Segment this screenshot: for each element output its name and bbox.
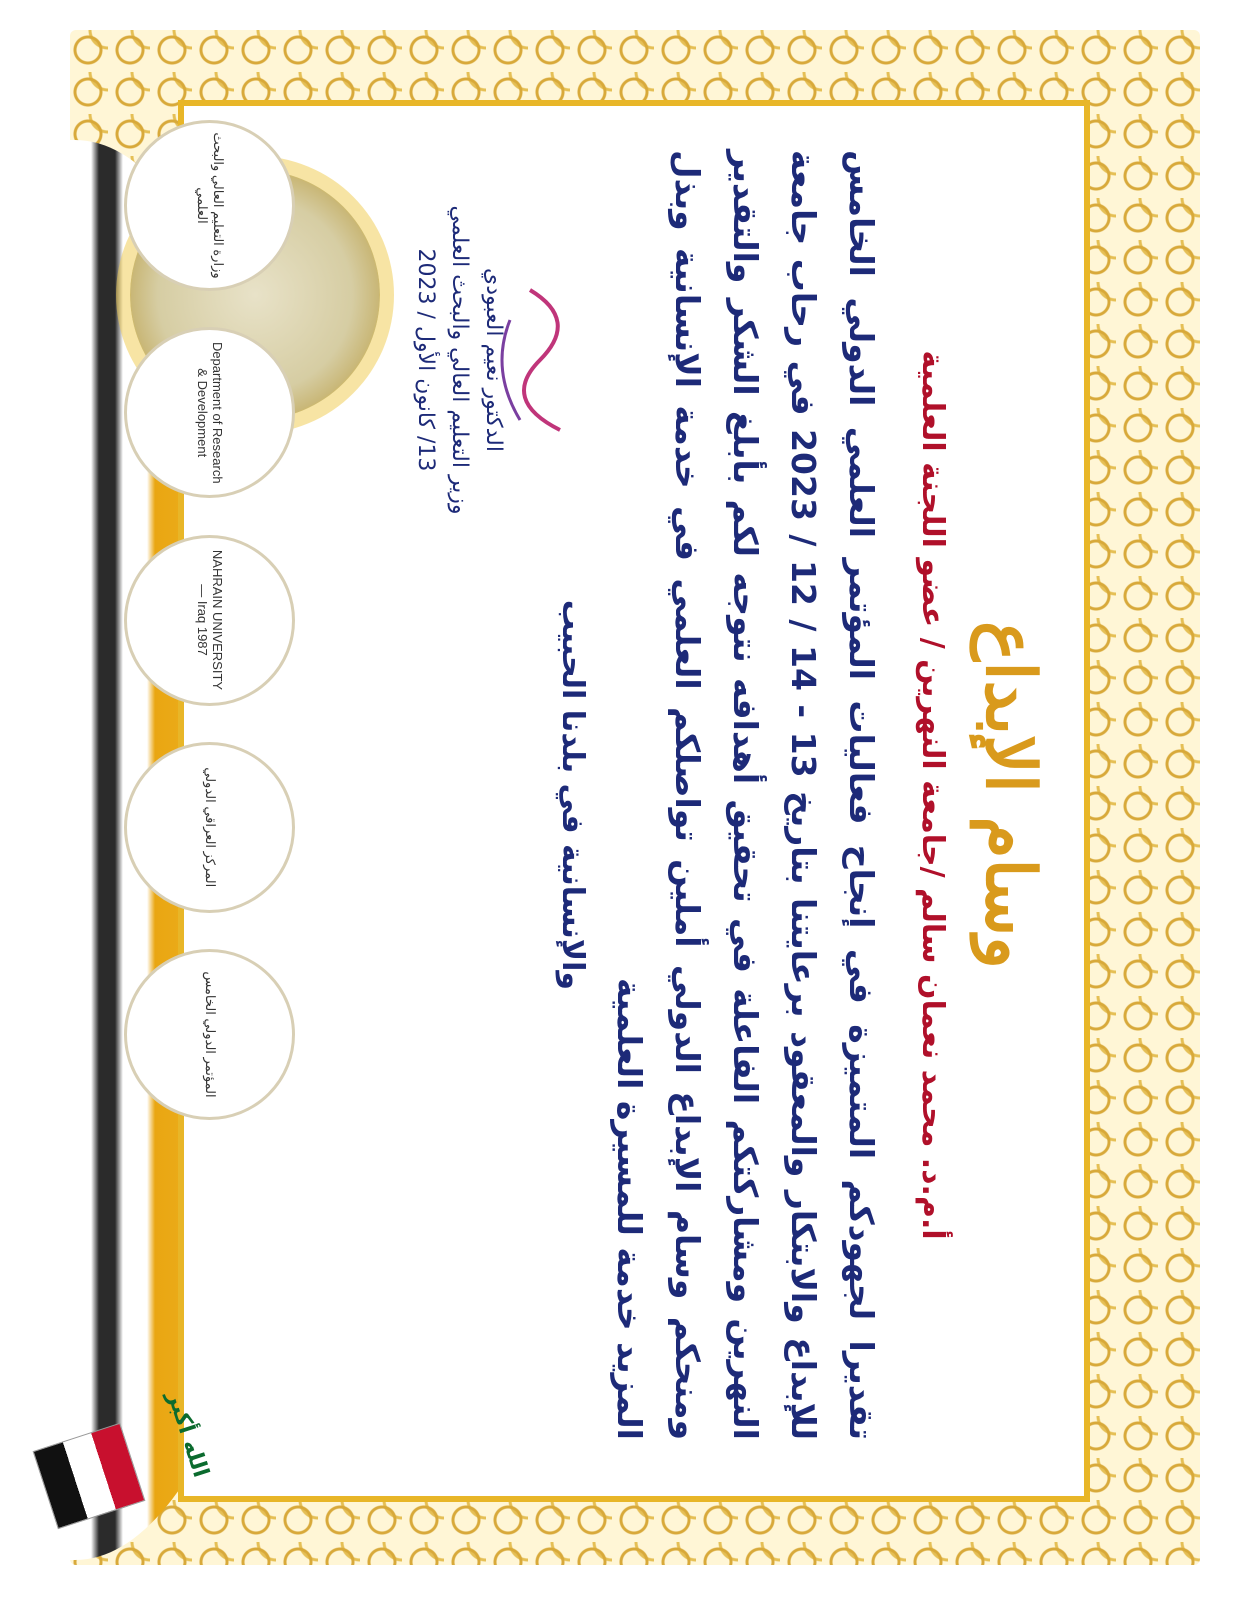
nahrain-university-logo: NAHRAIN UNIVERSITY — Iraq 1987 [125, 535, 296, 706]
ministry-logo: وزارة التعليم العالي والبحث العلمي [125, 120, 296, 291]
logo-row [110, 120, 310, 1120]
research-development-logo: Department of Research & Development [125, 327, 296, 498]
certificate-body-text: تقديرا لجهودكم المتميزة في إنجاح فعاليات المؤتمر العلمي الدولي الخامس للإبداع والابتكار والمعقود برعايتنا بتاريخ 13 - 14 / 12 / 2023 في رحاب جامعة النهرين ومشاركتكم الفاعلة في تحقيق أهدافه نتوجه لكم بأبلغ الشكر والتقدير ومنحكم وسام الإبداع الدولي أملين تواصلكم العلمي في خدمة الإنسانية وبذل المزيد خدمة للمسيرة العلمية [610, 150, 881, 1441]
handwritten-signature [490, 280, 600, 450]
signatory-title: وزير التعليم العالي والبحث العلمي [447, 205, 472, 515]
closing-line: والإنسانية في بلدنا الحبيب [555, 599, 590, 991]
flag-inscription: الله أكبر [161, 1388, 214, 1481]
iraqi-center-logo: المركز العراقي الدولي [125, 742, 296, 913]
recipient-line: أ.م.د. محمد نعمان سالم /جامعة النهرين / عضو اللجنة العلمية [915, 350, 950, 1240]
certificate-title: وسام الإبداع [970, 620, 1050, 970]
conference-logo: المؤتمر الدولي الخامس [125, 949, 296, 1120]
certificate-date: 13/ كانون الأول / 2023 [413, 248, 438, 472]
certificate-content [310, 130, 1070, 1460]
signatory-name: الدكتور نعيم العبودي [481, 268, 506, 452]
